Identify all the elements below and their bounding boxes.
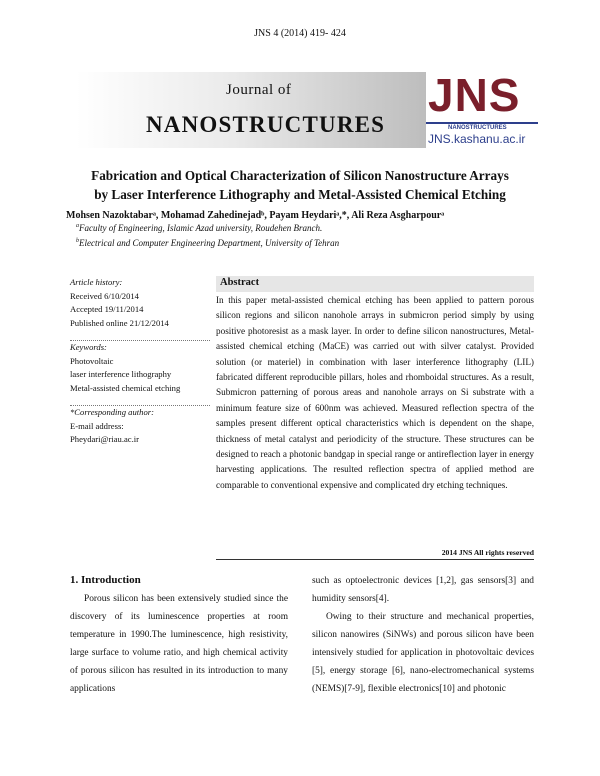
affiliation-a xyxy=(76,223,546,233)
copyright-notice: 2014 JNS All rights reserved xyxy=(216,548,534,560)
keyword-item: laser interference lithography xyxy=(70,369,172,380)
author-list: Mohsen Nazoktabarᵃ, Mohamad Zahedinejadᵇ, Payam Heydariᵃ,*, Ali Reza Asgharpourᵃ xyxy=(66,210,445,221)
logo-subtitle: NANOSTRUCTURES xyxy=(448,125,507,131)
intro-paragraph-1: Porous silicon has been extensively studied since the discovery of its luminescence properties at room temperature in 1990.The luminescence, high resistivity, large surface to volume ratio, and high chemical activity of porous silicon has resulted in its introduction to many applications xyxy=(70,594,288,694)
keywords-block xyxy=(70,340,210,395)
keyword-item: Photovoltaic xyxy=(70,355,114,366)
journal-citation: JNS 4 (2014) 419- 424 xyxy=(254,28,346,39)
article-history xyxy=(70,276,210,330)
intro-left-column xyxy=(70,590,288,698)
abstract-heading: Abstract xyxy=(216,276,534,292)
published-date: Published online 21/12/2014 xyxy=(70,317,169,328)
intro-paragraph-2: Owing to their structure and mechanical properties, silicon nanowires (SiNWs) and porous silicon have been intensively studied for application in photovoltaic devices [5], energy storage [6], nano-electromechanical systems (NEMS)[7-9], flexible electronics[10] and photonic xyxy=(312,612,534,694)
affiliation-b-text: Electrical and Computer Engineering Department, University of Tehran xyxy=(79,238,340,248)
keywords-label: Keywords: xyxy=(70,342,107,352)
logo-rule xyxy=(426,122,538,124)
paper-title xyxy=(60,166,540,204)
affiliation-b-mark: b xyxy=(76,238,79,244)
affiliation-a-mark: a xyxy=(76,223,79,229)
logo-letters: JNS xyxy=(428,69,521,121)
accepted-date: Accepted 19/11/2014 xyxy=(70,304,144,315)
received-date: Received 6/10/2014 xyxy=(70,290,139,301)
journal-of-text: Journal of xyxy=(226,82,292,98)
history-label: Article history: xyxy=(70,277,123,287)
introduction-heading: 1. Introduction xyxy=(70,574,141,586)
title-line-2: by Laser Interference Lithography and Metal-Assisted Chemical Etching xyxy=(94,187,506,202)
affiliation-b xyxy=(76,238,546,248)
affiliation-a-text: Faculty of Engineering, Islamic Azad university, Roudehen Branch. xyxy=(79,223,323,233)
abstract-text: In this paper metal-assisted chemical etching has been applied to pattern porous silicon regions and silicon nanohole arrays in submicron period simply by using positive photoresist as a mask layer. In order to define silicon nanostructures, Metal-assisted chemical etching (MaCE) was carried out with silver catalyst. Provided solution (or materiel) in combination with laser interference lithography (LIL) fabricated different reproducible pillars, holes and rhomboidal structures. As a result, Submicron patterning of porous areas and nanohole arrays on Si substrate with a minimum feature size of 600nm was achieved. Measured reflection spectra of the samples present different optical characteristics which is dependent on the shape, thickness of metal catalyst and periodicity of the structure. These structures can be designed to reach a photonic bandgap in special range or antireflection layer in energy harvesting applications. The resulted reflection spectra of applied method are comparable to conventional expensive and complicated dry etching techniques. xyxy=(216,295,534,490)
corresponding-label: *Corresponding author: xyxy=(70,407,154,417)
email-label: E-mail address: xyxy=(70,420,124,431)
logo-site: JNS.kashanu.ac.ir xyxy=(428,132,526,146)
keyword-item: Metal-assisted chemical etching xyxy=(70,382,181,393)
intro-right-column xyxy=(312,572,534,698)
jns-logo xyxy=(426,69,538,148)
journal-name: NANOSTRUCTURES xyxy=(146,112,386,137)
title-line-1: Fabrication and Optical Characterization of Silicon Nanostructure Arrays xyxy=(91,168,509,183)
journal-banner xyxy=(76,69,538,148)
corresponding-author-block xyxy=(70,405,210,447)
intro-continuation: such as optoelectronic devices [1,2], gas sensors[3] and humidity sensors[4]. xyxy=(312,576,534,604)
author-email[interactable]: Pheydari@riau.ac.ir xyxy=(70,434,139,445)
